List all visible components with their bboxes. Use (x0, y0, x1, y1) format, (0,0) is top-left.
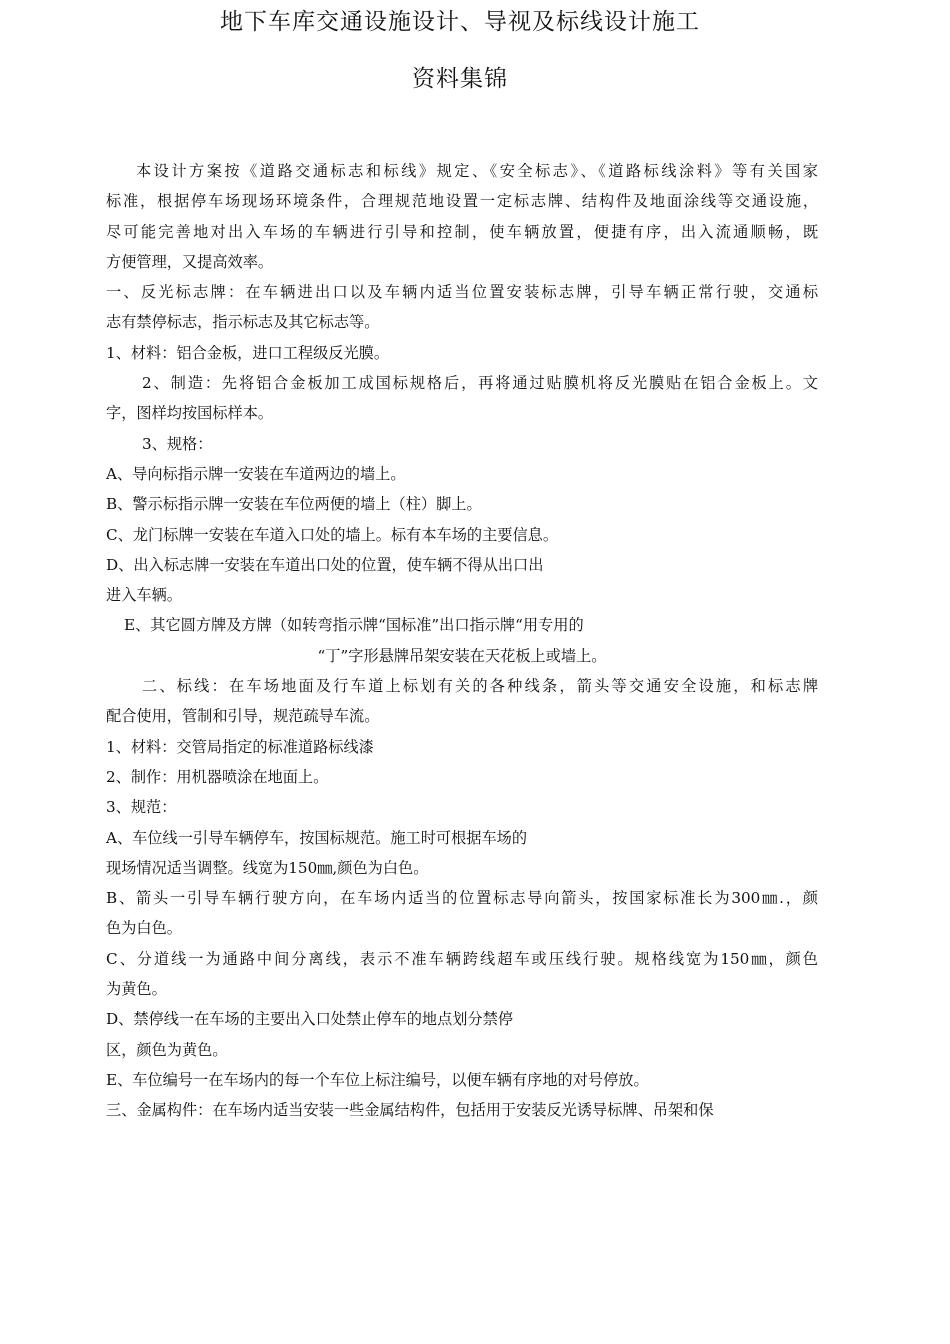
list-item: B、警示标指示牌一安装在车位两便的墙上（柱）脚上。 (106, 495, 482, 514)
list-item: D、禁停线一在车场的主要出入口处禁止停车的地点划分禁停 (106, 1010, 514, 1029)
paragraph-line: “丁”字形悬牌吊架安装在天花板上或墙上。 (317, 646, 607, 665)
paragraph-line: 标准，根据停车场现场环境条件，合理规范地设置一定标志牌、结构件及地面涂线等交通设施， (106, 192, 818, 211)
paragraph-line: 区，颜色为黄色。 (106, 1040, 228, 1059)
list-item: C、分道线一为通路中间分离线，表示不准车辆跨线超车或压线行驶。规格线宽为150㎜，颜色 (106, 949, 818, 968)
list-item: 1、材料：铝合金板，进口工程级反光膜。 (106, 343, 390, 362)
list-item: E、其它圆方牌及方牌（如转弯指示牌“国标准”出口指示牌“用专用的 (124, 616, 584, 635)
paragraph-line: 方便管理，又提高效率。 (106, 252, 274, 271)
list-item: 1、材料：交管局指定的标准道路标线漆 (106, 737, 374, 756)
document-body (106, 156, 818, 1126)
list-item: C、龙门标牌一安装在车道入口处的墙上。标有本车场的主要信息。 (106, 525, 559, 544)
section-heading-line: 三、金属构件：在车场内适当安装一些金属结构件，包括用于安装反光诱导标牌、吊架和保 (106, 1101, 714, 1120)
paragraph-line: 进入车辆。 (106, 586, 182, 605)
paragraph-line: 字，图样均按国标样本。 (106, 404, 274, 423)
document-title-line1: 地下车库交通设施设计、导视及标线设计施工 (220, 9, 700, 35)
paragraph-line: 志有禁停标志，指示标志及其它标志等。 (106, 313, 380, 332)
list-item: D、出入标志牌一安装在车道出口处的位置，使车辆不得从出口出 (106, 555, 544, 574)
paragraph-line: 色为白色。 (106, 919, 182, 938)
list-item: B、箭头一引导车辆行驶方向，在车场内适当的位置标志导向箭头，按国家标准长为300㎜.，颜 (106, 889, 818, 908)
paragraph-line: 配合使用，管制和引导，规范疏导车流。 (106, 707, 380, 726)
paragraph-line: 本设计方案按《道路交通标志和标线》规定、《安全标志》、《道路标线涂料》等有关国家 (136, 162, 818, 180)
list-item: 3、规格： (142, 434, 213, 453)
list-item: A、导向标指示牌一安装在车道两边的墙上。 (106, 464, 406, 483)
section-heading-line: 一、反光标志牌：在车辆进出口以及车辆内适当位置安装标志牌，引导车辆正常行驶，交通标 (106, 283, 818, 302)
list-item: 2、制作：用机器喷涂在地面上。 (106, 767, 329, 786)
list-item: 3、规范： (106, 798, 177, 817)
section-heading-line: 二、标线：在车场地面及行车道上标划有关的各种线条，箭头等交通安全设施，和标志牌 (142, 677, 818, 696)
list-item: A、车位线一引导车辆停车，按国标规范。施工时可根据车场的 (106, 828, 528, 847)
list-item: E、车位编号一在车场内的每一个车位上标注编号，以便车辆有序地的对号停放。 (106, 1070, 649, 1089)
paragraph-line: 现场情况适当调整。线宽为150㎜,颜色为白色。 (106, 858, 429, 877)
document-title-line2: 资料集锦 (412, 66, 508, 92)
paragraph-line: 尽可能完善地对出入车场的车辆进行引导和控制，使车辆放置，便捷有序，出入流通顺畅，既 (106, 222, 818, 241)
list-item: 2、制造：先将铝合金板加工成国标规格后，再将通过贴膜机将反光膜贴在铝合金板上。文 (142, 374, 818, 393)
paragraph-line: 为黄色。 (106, 980, 167, 999)
